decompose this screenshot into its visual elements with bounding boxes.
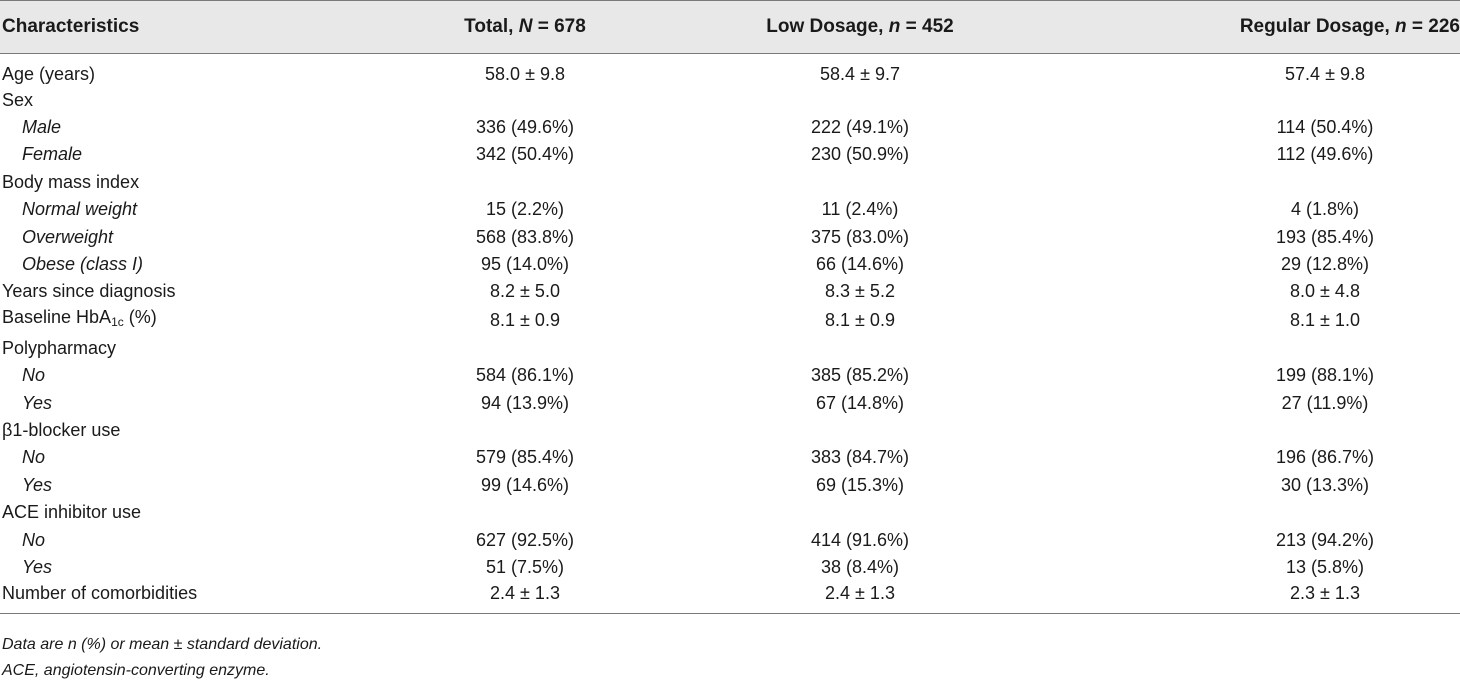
cell-low: 8.1 ± 0.9 [825,309,895,330]
cell-low: 375 (83.0%) [810,226,910,247]
cell-low: 58.4 ± 9.7 [820,64,900,84]
header-low-prefix: Low Dosage, [766,16,889,37]
cell-total: 568 (83.8%) [475,226,575,247]
row-label: Overweight [22,226,114,247]
table-row [0,141,1460,168]
cell-total: 8.2 ± 5.0 [490,281,560,302]
cell-total: 51 (7.5%) [485,556,565,577]
row-label: No [22,365,46,386]
cell-regular: 57.4 ± 9.8 [1285,64,1365,84]
cell-regular: 2.3 ± 1.3 [1040,581,1460,614]
table-footnotes [2,632,322,684]
cell-total [370,168,680,195]
table-row [0,86,1460,113]
table-row [0,334,1460,361]
header-regular-suffix: = 226 [1406,16,1460,37]
cell-regular: 27 (11.9%) [1281,392,1369,413]
cell-total: 99 (14.6%) [480,474,570,495]
header-total-prefix: Total, [464,16,519,37]
cell-total: 627 (92.5%) [475,529,575,550]
header-row [0,1,1460,54]
header-regular-prefix: Regular Dosage, [1239,16,1396,37]
row-label: Yes [22,392,53,413]
row-label: Yes [22,474,53,495]
cell-regular: 4 (1.8%) [1290,199,1360,220]
table-row [0,362,1460,389]
footnote-data-format: Data are n (%) or mean ± standard deviation. [2,636,323,653]
row-label: No [22,529,46,550]
hba1c-subscript: 1c [111,315,124,330]
header-regular-var: n [1395,16,1407,37]
row-label: Obese (class I) [22,254,144,275]
table-row [0,389,1460,416]
cell-low [680,416,1040,443]
hba1c-label-prefix: Baseline HbA [2,307,112,328]
cell-low [680,334,1040,361]
row-label [0,305,370,334]
cell-low: 2.4 ± 1.3 [680,581,1040,614]
cell-regular: 8.0 ± 4.8 [1290,281,1360,302]
cell-low: 414 (91.6%) [810,529,910,550]
row-label: Sex [2,89,34,110]
row-label: ACE inhibitor use [2,502,142,523]
cell-low: 222 (49.1%) [810,117,910,138]
cell-regular: 8.1 ± 1.0 [1290,309,1360,330]
cell-low: 385 (85.2%) [810,365,910,386]
cell-total: 15 (2.2%) [485,199,565,220]
cell-low: 383 (84.7%) [810,447,910,468]
cell-regular [1040,334,1460,361]
table-row [0,168,1460,195]
row-label: No [22,447,46,468]
footnote-abbreviation: ACE, angiotensin-converting enzyme. [2,662,270,679]
cell-regular: 13 (5.8%) [1285,556,1365,577]
table-row [0,305,1460,334]
cell-total: 95 (14.0%) [480,254,570,275]
cell-regular [1040,498,1460,525]
cell-total: 584 (86.1%) [475,365,575,386]
row-label: β1-blocker use [2,419,121,440]
cell-total: 94 (13.9%) [480,392,570,413]
header-regular-dosage [1040,1,1460,54]
row-label: Male [22,117,62,138]
cell-total [370,416,680,443]
cell-total [370,498,680,525]
table-row [0,278,1460,305]
header-total-var: N [518,16,533,37]
cell-total [370,334,680,361]
cell-total: 2.4 ± 1.3 [370,581,680,614]
cell-low [680,498,1040,525]
cell-regular: 193 (85.4%) [1275,226,1375,247]
header-total [370,1,680,54]
cell-low: 8.3 ± 5.2 [825,281,895,302]
row-label: Years since diagnosis [2,281,176,302]
cell-total: 336 (49.6%) [475,117,575,138]
table-row [0,250,1460,277]
cell-regular [1040,86,1460,113]
cell-regular: 112 (49.6%) [1276,144,1374,165]
header-total-suffix: = 678 [532,16,586,37]
row-label: Normal weight [22,199,138,220]
row-label: Number of comorbidities [0,581,370,614]
cell-total: 579 (85.4%) [475,447,575,468]
header-characteristics: Characteristics [0,1,370,54]
table-row [0,553,1460,580]
table-row [0,223,1460,250]
header-low-dosage [680,1,1040,54]
table-row [0,54,1460,87]
cell-regular: 114 (50.4%) [1276,117,1374,138]
cell-regular: 30 (13.3%) [1280,474,1370,495]
table-row [0,196,1460,223]
cell-low [680,86,1040,113]
table-row [0,498,1460,525]
header-low-suffix: = 452 [900,16,954,37]
cell-low: 66 (14.6%) [815,254,905,275]
cell-low: 69 (15.3%) [815,474,905,495]
cell-low: 11 (2.4%) [821,199,899,220]
table-row [0,526,1460,553]
cell-regular [1040,416,1460,443]
header-low-var: n [888,16,901,37]
cell-total: 342 (50.4%) [475,144,575,165]
cell-total: 8.1 ± 0.9 [490,309,560,330]
hba1c-label-suffix: (%) [123,307,157,328]
row-label: Female [22,144,83,165]
row-label: Yes [22,556,53,577]
cell-total: 58.0 ± 9.8 [485,64,565,84]
cell-low [680,168,1040,195]
cell-total [370,86,680,113]
row-label: Body mass index [2,171,140,192]
cell-low: 230 (50.9%) [810,144,910,165]
table-row [0,581,1460,614]
cell-regular: 199 (88.1%) [1275,365,1375,386]
table-row [0,416,1460,443]
row-label: Polypharmacy [2,337,117,358]
table-row [0,113,1460,140]
cell-low: 38 (8.4%) [820,556,900,577]
cell-regular [1040,168,1460,195]
cell-regular: 196 (86.7%) [1275,447,1375,468]
cell-regular: 213 (94.2%) [1275,529,1375,550]
table-row [0,471,1460,498]
cell-regular: 29 (12.8%) [1280,254,1370,275]
table-row [0,444,1460,471]
cell-low: 67 (14.8%) [815,392,905,413]
row-label: Age (years) [2,64,96,84]
